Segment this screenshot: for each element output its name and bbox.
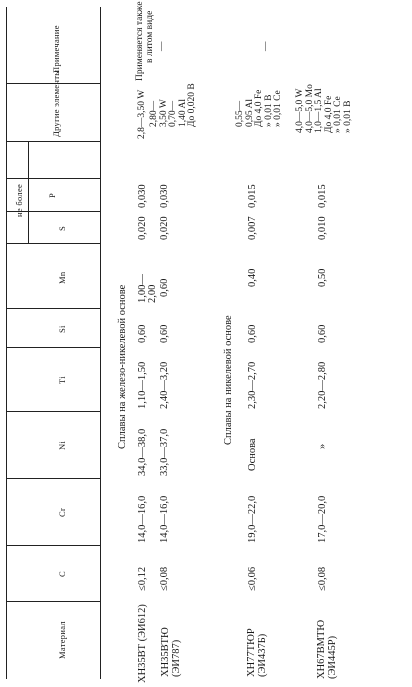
- other-line: 3,50 W: [158, 99, 169, 127]
- other-line: 4,0—5,0 Mo: [304, 84, 315, 133]
- col-divider: [6, 141, 100, 142]
- col-divider: [6, 601, 100, 602]
- material-text: ХН35ВТЮ (ЭИ787): [160, 627, 182, 677]
- other-line: » 0,01 Ce: [273, 90, 284, 127]
- cell-c: ≤0,08: [159, 566, 170, 591]
- other-line: 2,8—3,50 W: [137, 89, 147, 139]
- cell-other: [138, 90, 148, 139]
- cell-cr: 19,0—22,0: [247, 495, 258, 543]
- cell-mn: 0,50: [317, 268, 328, 287]
- section-title: Сплавы на железо-никелевой основе: [117, 284, 128, 449]
- header-s: S: [57, 225, 67, 231]
- other-line: 1,0—1,5 Al: [314, 88, 325, 133]
- cell-si: 0,60: [317, 324, 328, 343]
- cell-s: 0,020: [159, 216, 170, 240]
- col-divider: [6, 347, 100, 348]
- cell-material: [246, 615, 268, 677]
- table-top-rule: [6, 7, 7, 679]
- cell-p: 0,030: [159, 184, 170, 208]
- subheader-rule: [28, 142, 29, 244]
- cell-p: 0,015: [317, 184, 328, 208]
- other-line: 1,40 Al: [177, 99, 188, 127]
- note-line: Применяется также: [135, 1, 145, 81]
- cell-cr: 14,0—16,0: [159, 495, 170, 543]
- cell-note: [136, 1, 155, 81]
- cell-si: 0,60: [247, 324, 258, 343]
- other-line: 0,95 Al: [244, 99, 255, 127]
- cell-c: ≤0,12: [137, 566, 148, 591]
- material-text: ХН77ТЮР (ЭИ437Б): [246, 628, 268, 677]
- cell-mn: 0,40: [247, 268, 258, 287]
- cell-s: 0,010: [317, 216, 328, 240]
- header-bottom-rule: [100, 7, 101, 679]
- material-text: ХН67ВМТЮ (ЭИ445Р): [316, 619, 338, 679]
- cell-material: [316, 609, 338, 679]
- cell-ni: »: [317, 443, 328, 449]
- cell-ti: 2,20—2,80: [317, 361, 328, 409]
- cell-cr: 14,0—16,0: [137, 495, 148, 543]
- cell-s: 0,020: [137, 216, 148, 240]
- header-c: C: [57, 571, 67, 577]
- section-title: Сплавы на никелевой основе: [223, 315, 234, 445]
- header-other: Другие элементы: [51, 69, 61, 137]
- cell-p: 0,015: [247, 184, 258, 208]
- cell-ni: 34,0—38,0: [137, 428, 148, 476]
- cell-c: ≤0,08: [317, 566, 328, 591]
- other-line: » 0,01 Ce: [333, 96, 344, 133]
- cell-si: 0,60: [159, 324, 170, 343]
- note-line: в литом виде: [144, 10, 155, 63]
- header-mn: Mn: [57, 271, 67, 284]
- col-divider: [6, 243, 100, 244]
- other-line: 2,80—: [149, 100, 159, 127]
- header-p: P: [47, 192, 57, 198]
- other-line: » 0,01 B: [342, 100, 353, 133]
- col-divider: [6, 411, 100, 412]
- cell-note: [262, 42, 272, 52]
- cell-other: [150, 83, 198, 127]
- col-divider: [6, 545, 100, 546]
- cell-mn: 1,00—2,00: [137, 274, 158, 303]
- cell-p: 0,030: [137, 184, 148, 208]
- header-not-more: не более: [14, 183, 24, 217]
- other-line: До 4,0 Fe: [323, 95, 334, 133]
- col-divider: [6, 308, 100, 309]
- other-line: 0,70—: [168, 100, 179, 127]
- cell-mn: 0,60: [159, 278, 170, 297]
- cell-ti: 2,40—3,20: [159, 361, 170, 409]
- cell-cr: 17,0—20,0: [317, 495, 328, 543]
- cell-ti: 2,30—2,70: [247, 361, 258, 409]
- cell-note: [158, 42, 168, 52]
- other-line: 0,55—: [235, 100, 245, 127]
- cell-other: [236, 90, 284, 127]
- cell-s: 0,007: [247, 216, 258, 240]
- cell-material: ХН35ВТ (ЭИ612): [137, 604, 148, 683]
- cell-ti: 1,10—1,50: [137, 361, 148, 409]
- other-line: » 0,01 B: [263, 94, 274, 127]
- other-line: До 0,020 B: [187, 83, 198, 127]
- cell-ni: Основа: [247, 438, 258, 471]
- header-note: Примечание: [51, 25, 61, 73]
- cell-other: [296, 84, 354, 133]
- header-ni: Ni: [57, 440, 67, 450]
- header-cr: Cr: [57, 507, 67, 517]
- header-si: Si: [57, 325, 67, 333]
- note-line: —: [261, 41, 271, 51]
- col-divider: [6, 478, 100, 479]
- other-line: До 4,0 Fe: [254, 89, 265, 127]
- cell-si: 0,60: [137, 324, 148, 343]
- cell-c: ≤0,06: [247, 566, 258, 591]
- other-line: 4,0—5,0 W: [295, 88, 305, 133]
- header-material: Материал: [57, 621, 67, 659]
- cell-ni: 33,0—37,0: [159, 428, 170, 476]
- col-divider: [6, 178, 100, 179]
- header-ti: Ti: [57, 376, 67, 384]
- cell-material: [160, 611, 182, 677]
- note-line: —: [157, 41, 167, 51]
